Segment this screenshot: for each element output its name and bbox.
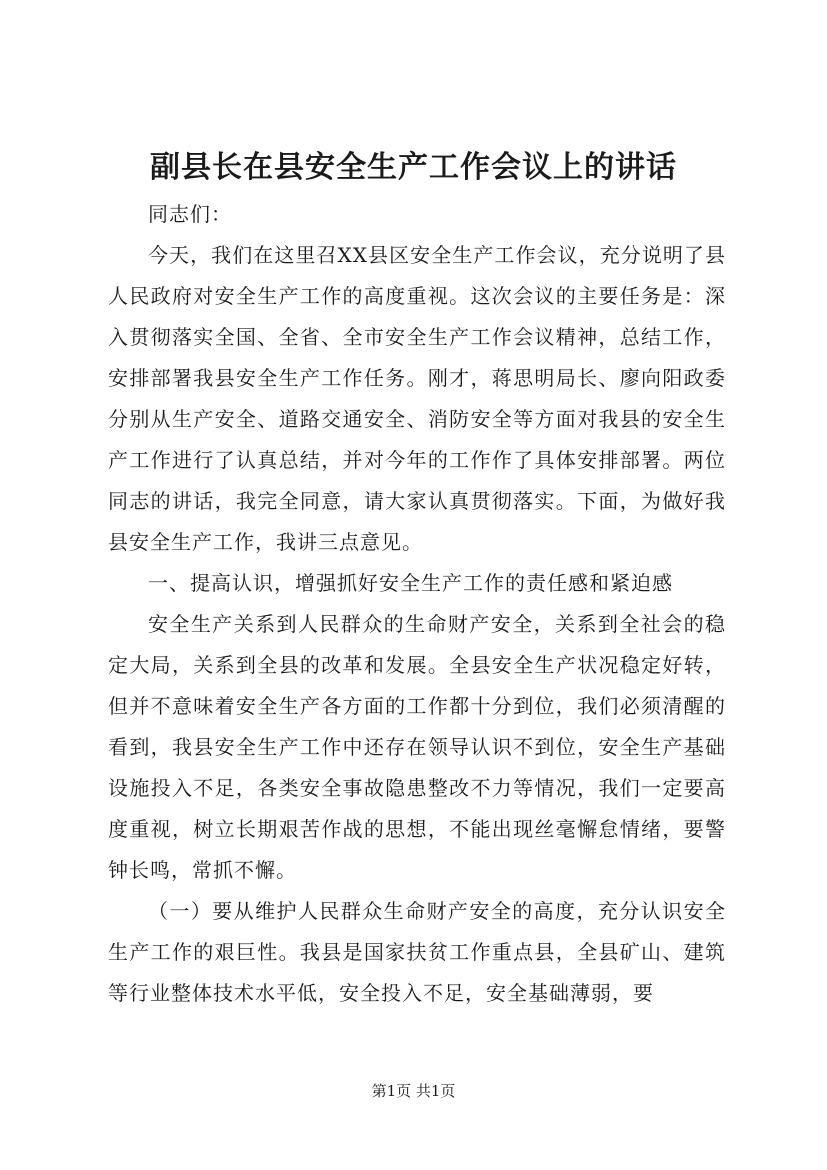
- paragraph-subsection-1: （一）要从维护人民群众生命财产安全的高度，充分认识安全生产工作的艰巨性。我县是国家扶贫工作重点县，全县矿山、建筑等行业整体技术水平低，安全投入不足，安全基础薄弱，要: [108, 899, 726, 1005]
- document-body: [108, 194, 726, 1014]
- section-heading-1: 一、提高认识，增强抓好安全生产工作的责任感和紧迫感: [148, 571, 673, 595]
- salutation: 同志们：: [148, 202, 232, 226]
- document-title: 副县长在县安全生产工作会议上的讲话: [150, 150, 677, 185]
- page-footer: 第1页 共1页: [371, 1082, 456, 1100]
- paragraph-intro: 今天，我们在这里召XX县区安全生产工作会议，充分说明了县人民政府对安全生产工作的高度重视。这次会议的主要任务是：深入贯彻落实全国、全省、全市安全生产工作会议精神，总结工作，安排部署我县安全生产工作任务。刚才，蒋思明局长、廖向阳政委分别从生产安全、道路交通安全、消防安全等方面对我县的安全生产工作进行了认真总结，并对今年的工作作了具体安排部署。两位同志的讲话，我完全同意，请大家认真贯彻落实。下面，为做好我县安全生产工作，我讲三点意见。: [108, 243, 726, 554]
- paragraph-section-1: 安全生产关系到人民群众的生命财产安全，关系到全社会的稳定大局，关系到全县的改革和发展。全县安全生产状况稳定好转，但并不意味着安全生产各方面的工作都十分到位，我们必须清醒的看到，我县安全生产工作中还存在领导认识不到位，安全生产基础设施投入不足，各类安全事故隐患整改不力等情况，我们一定要高度重视，树立长期艰苦作战的思想，不能出现丝毫懈怠情绪，要警钟长鸣，常抓不懈。: [108, 612, 726, 882]
